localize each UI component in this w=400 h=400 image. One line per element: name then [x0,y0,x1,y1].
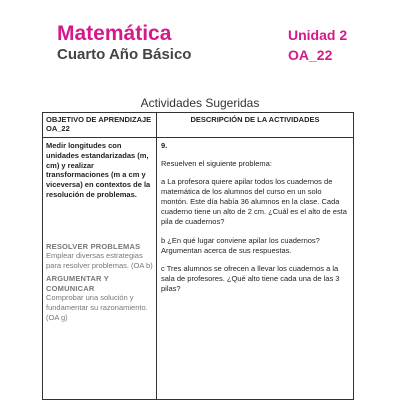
table-header-row [43,113,354,138]
skill-description: Emplear diversas estrategias para resolver problemas. (OA b) [46,251,153,270]
skill-heading: RESOLVER PROBLEMAS [46,241,141,251]
skills-list [46,242,153,323]
unit-label: Unidad 2 [288,27,348,43]
objective-cell [43,138,157,400]
description-cell [157,138,354,400]
activity-part-b: b ¿En qué lugar conviene apilar los cuadernos? Argumentan acerca de sus respuestas. [161,235,320,255]
objective-column-header: OBJETIVO DE APRENDIZAJE OA_22 [43,113,157,138]
objective-code: OA_22 [288,47,333,63]
description-column-header: DESCRIPCIÓN DE LA ACTIVIDADES [157,113,354,138]
objective-text: Medir longitudes con unidades estandarizadas (m, cm) y realizar transformaciones (m a cm y viceversa) en contextos de la resolución de problemas. [46,141,151,199]
activity-part-c: c Tres alumnos se ofrecen a llevar los cuadernos a la sala de profesores. ¿Qué alto tiene cada una de las 3 pilas? [161,263,340,293]
skill-description: Comprobar una solución y fundamentar su razonamiento. (OA g) [46,293,148,322]
activity-part-a: a La profesora quiere apilar todos los cuadernos de matemática de los alumnos del curso en un solo montón. Este día había 36 alumnos en la clase. Cada cuaderno tiene un alto de 2 cm. ¿Cuál es el alto de esta pila de cuadernos? [161,176,347,227]
section-title: Actividades Sugeridas [140,96,260,110]
skill-heading: ARGUMENTAR Y COMUNICAR [46,273,109,293]
grade-subtitle: Cuarto Año Básico [57,46,192,63]
table-row [43,138,354,400]
activity-instruction: Resuelven el siguiente problema: [161,158,272,168]
activities-table [42,112,354,400]
subject-title: Matemática [57,22,172,45]
activity-number: 9. [161,141,168,150]
